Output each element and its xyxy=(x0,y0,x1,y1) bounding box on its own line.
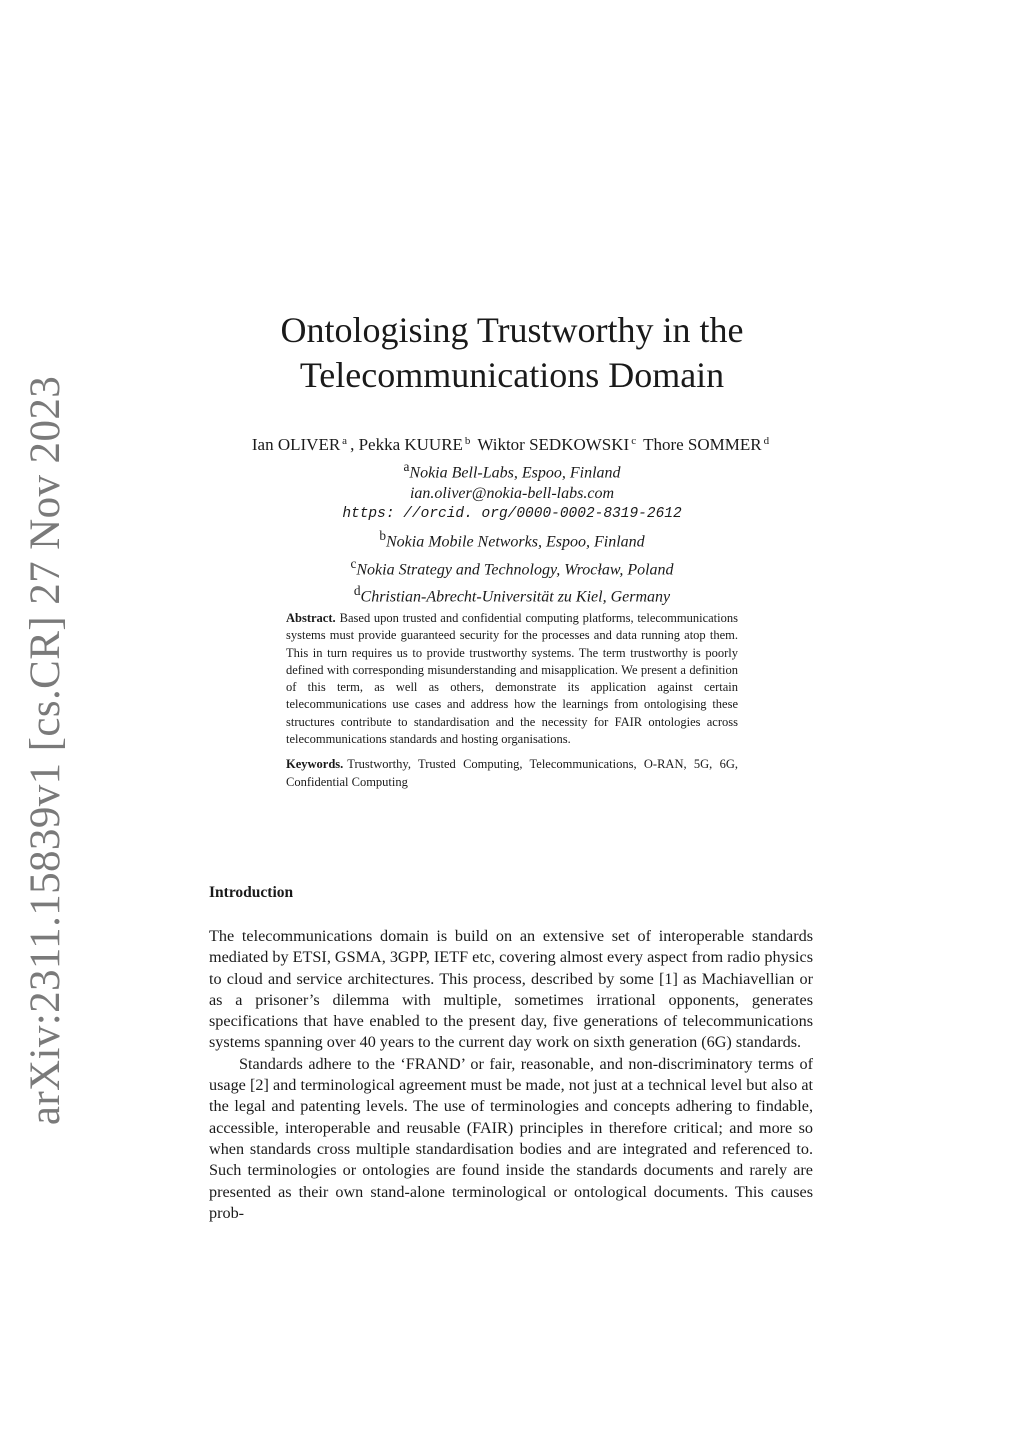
abstract-block xyxy=(286,610,738,791)
abstract-paragraph xyxy=(286,610,738,748)
author-email[interactable]: ian.oliver@nokia-bell-labs.com xyxy=(409,485,614,503)
author-name: Ian OLIVER xyxy=(251,435,341,454)
affiliation-c: $^c$Nokia Strategy and Technology, Wrocław, Poland xyxy=(350,555,674,578)
author-affiliation-mark: d xyxy=(763,435,770,447)
author-name: Thore SOMMER xyxy=(643,435,762,454)
arxiv-identifier-stamp xyxy=(10,375,82,1125)
keywords-label: Keywords. xyxy=(286,757,344,772)
paper-title xyxy=(200,308,824,398)
keywords-text: Trustworthy, Trusted Computing, Telecommunications, O-RAN, 5G, 6G, Confidential Computing xyxy=(286,757,738,789)
author-name: Wiktor SEDKOWSKI xyxy=(477,435,630,454)
author-affiliation-mark: a xyxy=(342,435,348,447)
paper-title-line-2: Telecommunications Domain xyxy=(299,355,725,395)
abstract-label: Abstract. xyxy=(286,611,336,625)
affiliations xyxy=(150,456,874,607)
abstract-text: Based upon trusted and confidential computing platforms, telecommunications systems must provide guaranteed security for the processes and data running atop them. This in turn requires us to provide trustworthy systems. The term trustworthy is poorly defined with corresponding misunderstanding and misapplication. We present a definition of this term, as well as others, demonstrate its application against certain telecommunications use cases and address how the learnings from ontologising these structures contribute to standardisation and the necessity for FAIR ontologies across telecommunications standards and hosting organisations. xyxy=(286,611,738,747)
affiliation-b: $^b$Nokia Mobile Networks, Espoo, Finland xyxy=(379,528,645,551)
author-list: Ian OLIVER $^a$ , Pekka KUURE $^b$ Wiktor SEDKOWSKI $^c$ Thore SOMMER $^d$ xyxy=(251,435,770,454)
author-affiliation-mark: c xyxy=(631,435,637,447)
affiliation-d: $^d$Christian-Abrecht-Universität zu Kiel, Germany xyxy=(353,582,671,606)
body-paragraph: Standards adhere to the ‘FRAND’ or fair, reasonable, and non-discriminatory terms of usage [2] and terminological agreement must be made, not just at a technical level but also at the legal and patenting levels. The use of terminologies and concepts adhering to findable, accessible, interoperable and reusable (FAIR) principles in therefore critical; and more so when standards cross multiple standardisation bodies and are integrated and referenced to. Such terminologies or ontologies are found inside the standards documents and rarely are presented as their own stand-alone terminological or ontological documents. This causes prob- xyxy=(209,1054,813,1222)
author-affiliation-mark: b xyxy=(464,435,471,447)
author-name: Pekka KUURE xyxy=(358,435,463,454)
paper-title-line-1: Ontologising Trustworthy in the xyxy=(280,310,744,350)
introduction-body xyxy=(209,926,813,1224)
section-heading-introduction: Introduction xyxy=(209,884,294,901)
affiliation-a: $^a$Nokia Bell-Labs, Espoo, Finland xyxy=(403,459,621,482)
keywords-paragraph xyxy=(286,756,738,791)
orcid-link[interactable]: https: //orcid. org/0000-0002-8319-2612 xyxy=(342,506,682,523)
body-paragraph: The telecommunications domain is build on an extensive set of interoperable standards mediated by ETSI, GSMA, 3GPP, IETF etc, covering almost every aspect from radio physics to cloud and service architectures. This process, described by some [1] as Machiavellian or as a prisoner’s dilemma with multiple, sometimes irrational opponents, generates specifications that have enabled to the present day, five generations of telecommunications systems spanning over 40 years to the current day work on sixth generation (6G) standards. xyxy=(209,927,813,1052)
arxiv-identifier-text: arXiv:2311.15839v1 [cs.CR] 27 Nov 2023 xyxy=(22,375,70,1125)
